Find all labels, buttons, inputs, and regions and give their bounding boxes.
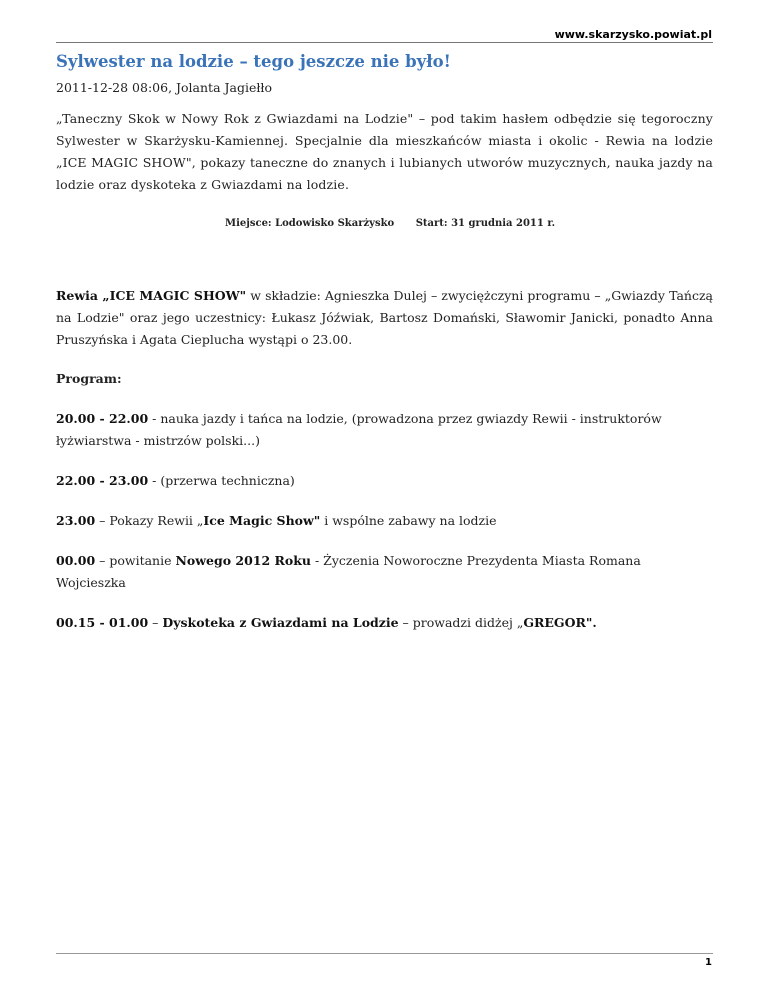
program-highlight: GREGOR". bbox=[523, 615, 597, 630]
article-title: Sylwester na lodzie – tego jeszcze nie było! bbox=[56, 52, 451, 71]
program-time: 22.00 - 23.00 bbox=[56, 473, 149, 488]
program-text: – powitanie bbox=[95, 553, 176, 568]
footer-rule bbox=[56, 953, 713, 954]
program-time: 20.00 - 22.00 bbox=[56, 411, 149, 426]
lineup-paragraph bbox=[56, 285, 713, 351]
program-highlight: Dyskoteka z Gwiazdami na Lodzie bbox=[162, 615, 399, 630]
program-text: - nauka jazdy i tańca na lodzie, (prowadzona przez gwiazdy Rewii - instruktorów łyżwiarstwa - mistrzów polski...) bbox=[56, 411, 662, 448]
article-intro: „Taneczny Skok w Nowy Rok z Gwiazdami na Lodzie" – pod takim hasłem odbędzie się tegoroczny Sylwester w Skarżysku-Kamiennej. Specjalnie dla mieszkańców miasta i okolic - Rewia na lodzie „ICE MAGIC SHOW", pokazy taneczne do znanych i lubianych utworów muzycznych, nauka jazdy na lodzie oraz dyskoteka z Gwiazdami na lodzie. bbox=[56, 111, 713, 192]
program-time: 00.00 bbox=[56, 553, 96, 568]
program-item bbox=[56, 550, 713, 594]
site-url: www.skarzysko.powiat.pl bbox=[554, 28, 712, 41]
program-highlight: Ice Magic Show" bbox=[203, 513, 321, 528]
program-item bbox=[56, 612, 713, 634]
event-place: Miejsce: Lodowisko Skarżysko bbox=[225, 218, 395, 229]
program-text: – prowadzi didżej „ bbox=[398, 615, 524, 630]
program-time: 23.00 bbox=[56, 513, 96, 528]
program-item bbox=[56, 510, 713, 532]
event-start: Start: 31 grudnia 2011 r. bbox=[415, 218, 556, 229]
lineup-title: Rewia „ICE MAGIC SHOW" bbox=[56, 288, 247, 303]
program-text: i wspólne zabawy na lodzie bbox=[320, 513, 497, 528]
program-text: – bbox=[148, 615, 163, 630]
article-author: Jolanta Jagiełło bbox=[172, 80, 272, 95]
header-rule bbox=[56, 42, 713, 43]
program-heading: Program: bbox=[56, 371, 122, 386]
program-text: – Pokazy Rewii „ bbox=[95, 513, 204, 528]
article-meta bbox=[56, 80, 713, 95]
program-item bbox=[56, 470, 713, 492]
page-number: 1 bbox=[705, 957, 712, 968]
article bbox=[56, 52, 713, 634]
program-text: - (przerwa techniczna) bbox=[148, 473, 295, 488]
article-date: 2011-12-28 08:06, bbox=[56, 80, 173, 95]
event-info bbox=[56, 218, 713, 229]
program-time: 00.15 - 01.00 bbox=[56, 615, 149, 630]
program-item bbox=[56, 408, 713, 452]
program-highlight: Nowego 2012 Roku bbox=[175, 553, 312, 568]
program-text: - Życzenia Noworoczne Prezydenta Miasta Romana Wojcieszka bbox=[56, 553, 641, 590]
lineup-text: w składzie: Agnieszka Dulej – zwyciężczyni programu – „Gwiazdy Tańczą na Lodzie" oraz jego uczestnicy: Łukasz Jóźwiak, Bartosz Domański, Sławomir Janicki, ponadto Anna Pruszyńska i Agata Cieplucha wystąpi o 23.00. bbox=[56, 288, 713, 347]
